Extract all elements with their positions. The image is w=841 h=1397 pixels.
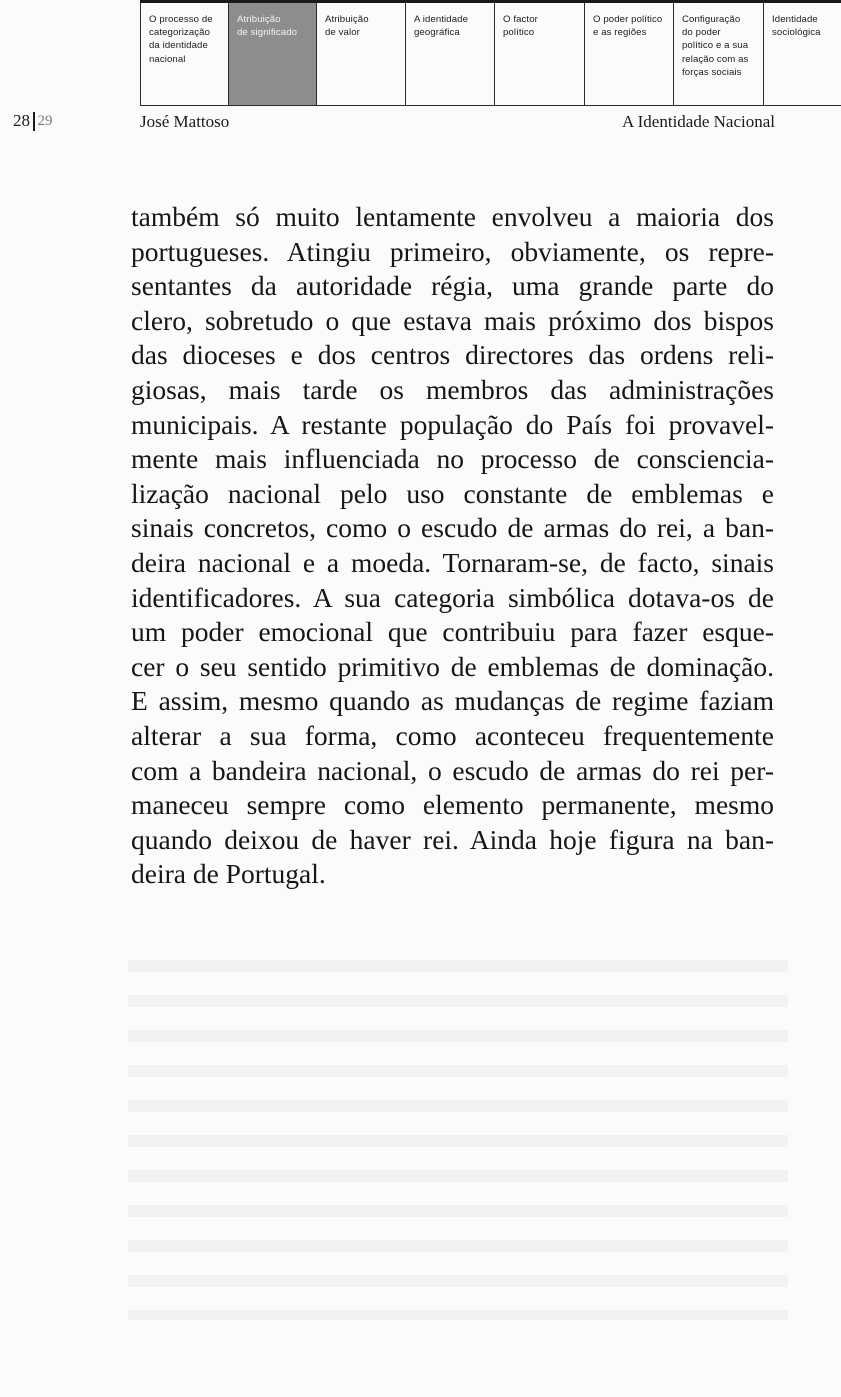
text-line: alterar a sua forma, como aconteceu frequentemente xyxy=(131,719,774,751)
nav-divider xyxy=(140,105,841,106)
text-line: identificadores. A sua categoria simbólica dotava-os de xyxy=(131,581,774,613)
left-page-number: 28 xyxy=(13,111,30,130)
text-line: lização nacional pelo uso constante de emblemas e xyxy=(131,477,774,509)
text-line: sentantes da autoridade régia, uma grande parte do xyxy=(131,270,774,302)
text-line: com a bandeira nacional, o escudo de armas do rei per- xyxy=(131,754,774,786)
running-header-book-title: A Identidade Nacional xyxy=(622,112,775,131)
text-line: quando deixou de haver rei. Ainda hoje figura na ban- xyxy=(131,823,774,855)
page-number-separator xyxy=(33,112,35,131)
chapter-nav-item: O processo de categorização da identidade nacional xyxy=(140,3,228,106)
chapter-nav-item: Configuração do poder político e a sua relação com as forças sociais xyxy=(673,3,763,106)
chapter-nav-item: Atribuição de valor xyxy=(316,3,405,106)
page-numbers xyxy=(13,111,53,131)
text-line: giosas, mais tarde os membros das administrações xyxy=(131,373,774,405)
text-line: municipais. A restante população do País foi provavel- xyxy=(131,408,774,440)
chapter-nav-item: Identidade sociológica xyxy=(763,3,841,106)
text-line: clero, sobretudo o que estava mais próximo dos bispos xyxy=(131,304,774,336)
right-page-number: 29 xyxy=(37,112,53,129)
reverse-page-show-through xyxy=(128,940,788,1320)
text-line: sinais concretos, como o escudo de armas do rei, a ban- xyxy=(131,512,774,544)
text-line: deira nacional e a moeda. Tornaram-se, de facto, sinais xyxy=(131,546,774,578)
text-line: também só muito lentamente envolveu a maioria dos xyxy=(131,201,774,232)
running-header-author: José Mattoso xyxy=(140,112,230,131)
text-line: maneceu sempre como elemento permanente, mesmo xyxy=(131,789,774,821)
chapter-navigation xyxy=(140,0,841,106)
chapter-nav-item: O factor político xyxy=(494,3,584,106)
text-line: cer o seu sentido primitivo de emblemas de dominação. xyxy=(131,650,774,682)
text-line: um poder emocional que contribuiu para fazer esque- xyxy=(131,616,774,648)
chapter-nav-item: A identidade geográfica xyxy=(405,3,494,106)
chapter-nav-item-active: Atribuição de significado xyxy=(228,3,316,106)
text-line: das dioceses e dos centros directores das ordens reli- xyxy=(131,339,774,371)
text-line: deira de Portugal. xyxy=(131,858,326,890)
chapter-nav-item: O poder político e as regiões xyxy=(584,3,673,106)
text-line: portugueses. Atingiu primeiro, obviamente, os repre- xyxy=(131,235,774,267)
body-paragraph xyxy=(131,200,774,892)
text-line: mente mais influenciada no processo de consciencia- xyxy=(131,443,774,475)
text-line: E assim, mesmo quando as mudanças de regime faziam xyxy=(131,685,774,717)
